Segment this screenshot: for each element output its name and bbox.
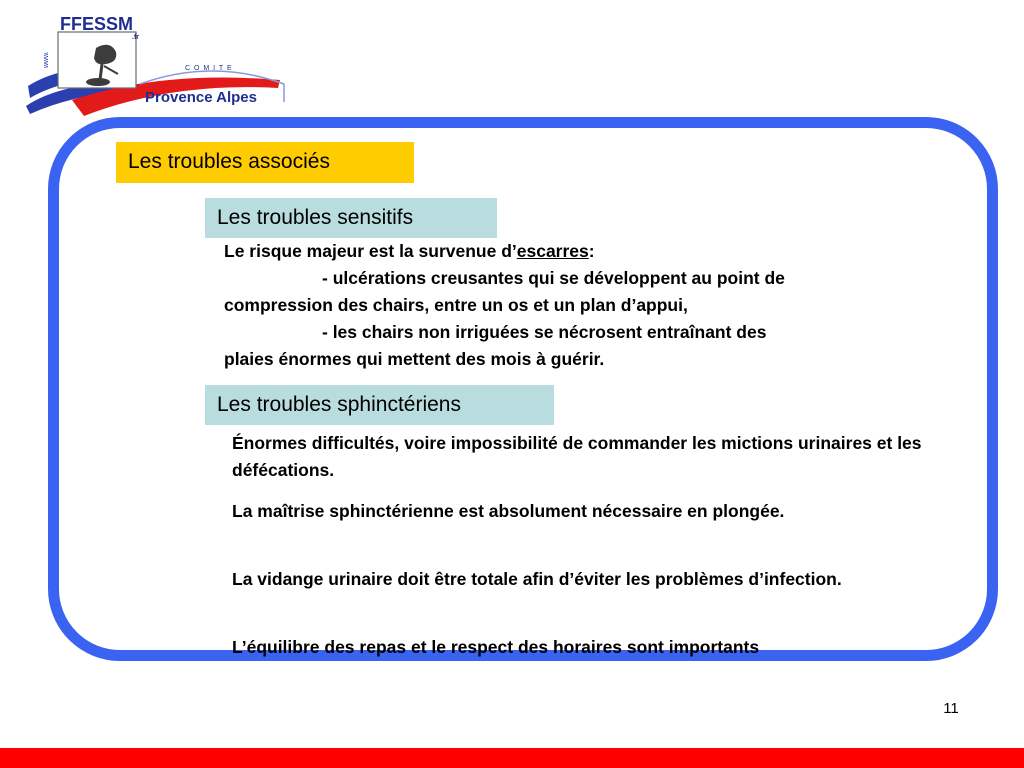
logo-www: www. [43,51,50,68]
paragraph-repas: L’équilibre des repas et le respect des horaires sont importants [232,637,760,657]
bullet-chairs: - les chairs non irriguées se nécrosent entraînant des [322,322,767,342]
paragraph-maitrise: La maîtrise sphinctérienne est absolument nécessaire en plongée. [232,501,785,521]
logo-comite: C O M I T E [185,65,233,72]
logo-org: FFESSM [60,14,134,34]
paragraph-difficultes: Énormes difficultés, voire impossibilité de commander les mictions urinaires et les défécations. [232,433,922,480]
logo-domain: .fr [132,34,139,41]
ffessm-logo [22,10,292,122]
heading-sphincteriens: Les troubles sphinctériens [205,385,554,425]
intro-prefix: Le risque majeur est la survenue d’ [224,241,517,261]
heading-sensitifs: Les troubles sensitifs [205,198,497,238]
intro-suffix: : [588,241,595,261]
escarres-term: escarres [516,241,589,261]
logo-graphic [22,10,292,122]
main-heading: Les troubles associés [116,142,414,183]
bullet-chairs-cont: plaies énormes qui mettent des mois à guérir. [224,349,605,369]
bullet-ulcerations-cont: compression des chairs, entre un os et un plan d’appui, [224,295,688,315]
sensitifs-intro [224,238,595,265]
bottom-bar [0,748,1024,768]
paragraph-vidange: La vidange urinaire doit être totale afin d’éviter les problèmes d’infection. [232,569,842,589]
logo-region: Provence Alpes [145,89,257,106]
bullet-ulcerations: - ulcérations creusantes qui se développent au point de [322,268,785,288]
page-number: 11 [943,700,959,717]
